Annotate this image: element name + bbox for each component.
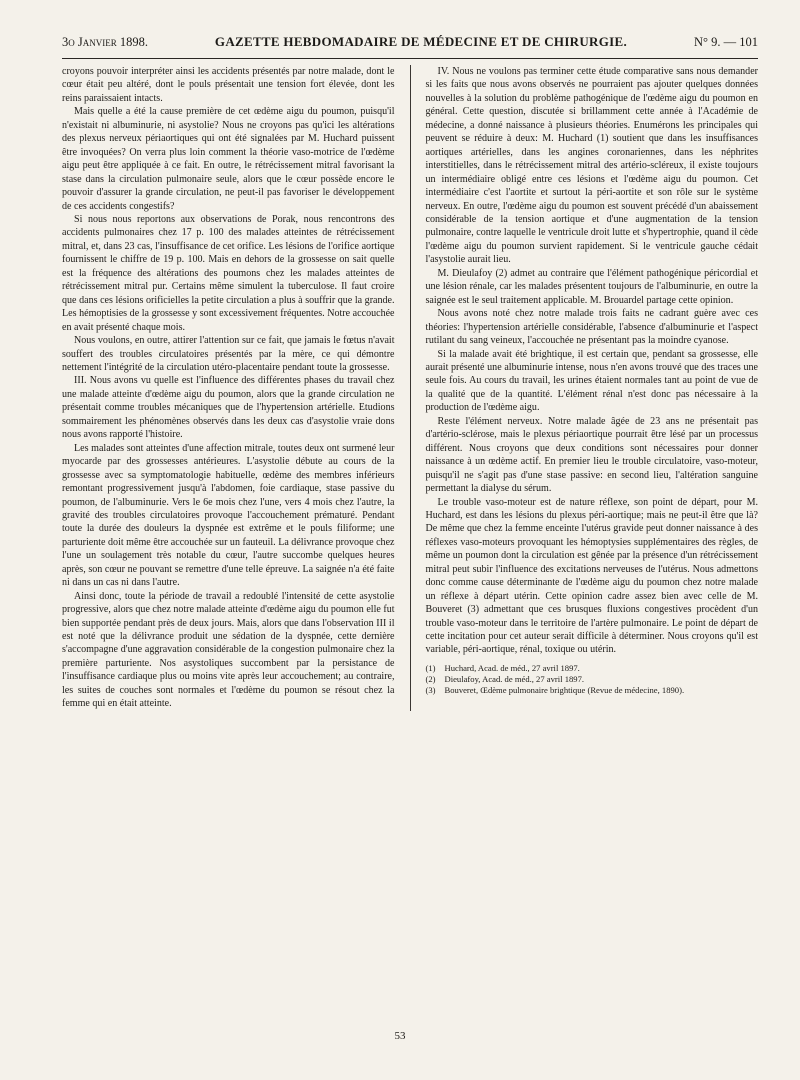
- left-column: [62, 65, 403, 711]
- footnote-text: Bouveret, Œdème pulmonaire brightique (Revue de médecine, 1890).: [444, 684, 685, 695]
- footnote-number: (2): [425, 673, 436, 684]
- paragraph: Si la malade avait été brightique, il est certain que, pendant sa grossesse, elle aurait présenté une albuminurie intense, nous n'en avons trouvé que des traces une seule fois. Au cours du travail, les urines étaient normales tant au point de vue de la qualité que de la quantité. L'élément rénal n'est donc pas nécessaire à la production de l'œdème aigu.: [425, 348, 759, 414]
- paragraph: Nous voulons, en outre, attirer l'attention sur ce fait, que jamais le fœtus n'avait souffert des troubles circulatoires présentés par la mère, ce qui démontre nettement l'intégrité de la circulation utéro-placentaire pendant toute la grossesse.: [62, 335, 395, 373]
- footnotes: [426, 663, 759, 696]
- running-header: [62, 34, 758, 56]
- paragraph: Nous avons noté chez notre malade trois faits ne cadrant guère avec ces théories: l'hypertension artérielle considérable, l'absence d'albuminurie et l'aspect rutilant du sang veineux, l'accouchée ne présentant pas la moindre cyanose.: [425, 308, 759, 347]
- paragraph: Le trouble vaso-moteur est de nature réflexe, son point de départ, pour M. Huchard, est dans les lésions du plexus péri-aortique; mais ne peut-il être que là? De même que chez la femme enceinte l'utérus gravide peut donner naissance à des réflexes vaso-moteurs provoquant les hémoptysies supplémentaires des règles, de même un poumon dont la circulation est gênée par la présence d'un rétrécissement mitral peut subir l'influence des excitations nerveuses de l'utérus. Nous admettons donc comme cause déterminante de l'œdème aigu du poumon chez notre malade un réflexe à départ utérin. Cette opinion cadre assez bien avec celle de M. Bouveret (3) admettant que ces brusques fluxions congestives procèdent d'un trouble vaso-moteur dans le territoire de l'artère pulmonaire. Le point de départ de cette incitation pour cet auteur serait difficile à déterminer. Nous croyons qu'il est variable, péri-aortique, rénal, toxique ou utérin.: [425, 496, 759, 656]
- footnote: [426, 685, 759, 696]
- paragraph: croyons pouvoir interpréter ainsi les accidents présentés par notre malade, dont le cœur était peu altéré, dont le pouls présentait une tension fort élevée, dont les reins paraissaient intacts.: [62, 66, 395, 104]
- issue-page-number: N° 9. — 101: [693, 35, 758, 49]
- header-rule: [62, 58, 758, 59]
- footnote-text: Dieulafoy, Acad. de méd., 27 avril 1897.: [444, 673, 585, 684]
- footnote: [426, 674, 759, 685]
- footnote-number: (1): [425, 662, 436, 673]
- footnote: [426, 663, 759, 674]
- footnote-number: (3): [425, 684, 436, 695]
- page-folio: 53: [394, 1030, 406, 1042]
- header-date: 3o Janvier 1898.: [62, 35, 148, 49]
- paragraph: III. Nous avons vu quelle est l'influence des différentes phases du travail chez une malade atteinte d'œdème aigu du poumon, alors que la grande circulation ne présentait comme troubles mécaniques que de l'hypertension artérielle. Etudions sommairement les phénomènes observés dans les deux cas d'asystolie vraie dons nous avons rapporté l'histoire.: [62, 375, 395, 441]
- paragraph: Ainsi donc, toute la période de travail a redoublé l'intensité de cette asystolie progressive, alors que chez notre malade atteinte d'œdème aigu du poumon elle fut bien supportée pendant près de deux jours. Mais, alors que dans l'observation III il est noté que la délivrance produit une sédation de la dyspnée, cette dernière s'accompagne d'une aggravation considérable de la congestion pulmonaire chez la première parturiente. Nos asystoliques succombent par la persistance de l'insuffisance cardiaque plus ou moins vite après leur accouchement; au contraire, les suites de couches sont normales et l'œdème du poumon se résout chez la femme qui en était atteinte.: [62, 590, 395, 710]
- paragraph: Reste l'élément nerveux. Notre malade âgée de 23 ans ne présentait pas d'artério-sclérose, mais le plexus périaortique pourrait être lésé par un processus différent. Nous croyons que deux conditions sont nécessaires pour donner naissance à un œdème actif. En premier lieu le trouble circulatoire, vaso-moteur, puisqu'il ne s'agit pas d'une stase passive: en second lieu, l'altération sanguine permettant la dialyse du sérum.: [425, 415, 759, 495]
- text-columns: [62, 65, 758, 711]
- paragraph: Si nous nous reportons aux observations de Porak, nous rencontrons des accidents pulmonaires chez 17 p. 100 des malades atteintes de rétrécissement mitral, et, dans 23 cas, l'insuffisance de cet orifice. Les lésions de l'orifice aortique fournissent le chiffre de 19 p. 100. Mais en dehors de la grossesse on sait quelle est la fréquence des altérations des poumons chez les malades atteintes de rétrécissement mitral pur. Certains même simulent la tuberculose. Il faut croire que dans ces lésions orificielles la petite circulation a plus à souffrir que la grande. Les hémoptisies de la grossesse y sont excessivement fréquentes. Notre accouchée en avait présenté chaque mois.: [62, 213, 395, 333]
- paragraph: M. Dieulafoy (2) admet au contraire que l'élément pathogénique péricordial et une lésion rénale, car les malades présentent toujours de l'albuminurie, en outre la saignée est le seul traitement applicable. M. Brouardel partage cette opinion.: [425, 267, 759, 306]
- footnote-text: Huchard, Acad. de méd., 27 avril 1897.: [444, 662, 580, 673]
- paragraph: IV. Nous ne voulons pas terminer cette étude comparative sans nous demander si les faits que nous avons observés ne pourraient pas ajouter quelques données nouvelles à la solution du problème pathogénique de l'œdème aigu du poumon en général. Cette question, discutée si brillamment cette année à l'Académie de médecine, a donné naissance à plusieurs théories. Enumérons les principales qui peuvent se réduire à deux: M. Huchard (1) soutient que dans les insuffisances aortiques artérielles, dans les angines coronariennes, dans les néphrites interstitielles, dans le rétrécissement mitral des artério-scléreux, il existe toujours un intermédiaire obligé entre ces lésions et l'œdème aigu du poumon. Cet intermédiaire c'est l'aortite et surtout la péri-aortite et son rôle sur le système nerveux. En outre, l'œdème aigu du poumon est souvent précédé d'un abaissement considérable de la tension aortique et d'une augmentation de la tension pulmonaire, contre laquelle le ventricule droit lutte et s'hypertrophie, quand il cède l'œdème aigu du poumon survient rapidement. Si le ventricule gauche cédait l'asystolie aurait lieu.: [425, 66, 759, 266]
- paragraph: Mais quelle a été la cause première de cet œdème aigu du poumon, puisqu'il n'existait ni albuminurie, ni asystolie? Nous ne croyons pas qu'ici les altérations des plexus nerveux périaortiques qui ont été signalées par M. Huchard puissent être invoquées? On verra plus loin comment la théorie vaso-motrice de l'œdème aigu peut être appliquée à ce fait. En outre, le rétrécissement mitral favorisant la stase dans la circulation pulmonaire seule, alors que le cœur possède encore le pouvoir d'assurer la grande circulation, ne peut-il pas favoriser le développement de ces accidents congestifs?: [62, 106, 395, 212]
- right-column: [418, 65, 759, 711]
- paragraph: Les malades sont atteintes d'une affection mitrale, toutes deux ont surmené leur myocarde par des grossesses antérieures. L'asystolie débute au cours de la grossesse avec sa symptomatologie habituelle, œdème des membres inférieurs remontant progressivement jusqu'à l'abdomen, foie cardiaque, stase passive du poumon, de l'albuminurie. Vers le 6e mois chez l'une, vers 4 mois chez l'autre, la gravité des troubles circulatoires provoque l'accouchement prématuré. Pendant toute la durée des douleurs la dyspnée est extrême et le pouls filiforme; une parturiente doit même être accouchée sur un fauteuil. La délivrance provoque chez l'une un soulagement très notable du cœur, l'autre succombe quelques heures après, son cœur ne pouvant se remettre d'une telle épreuve. La saignée n'a été faite ni dans un cas ni dans l'autre.: [62, 442, 395, 589]
- column-divider: [410, 65, 411, 711]
- journal-title: GAZETTE HEBDOMADAIRE DE MÉDECINE ET DE CHIRURGIE.: [214, 34, 628, 49]
